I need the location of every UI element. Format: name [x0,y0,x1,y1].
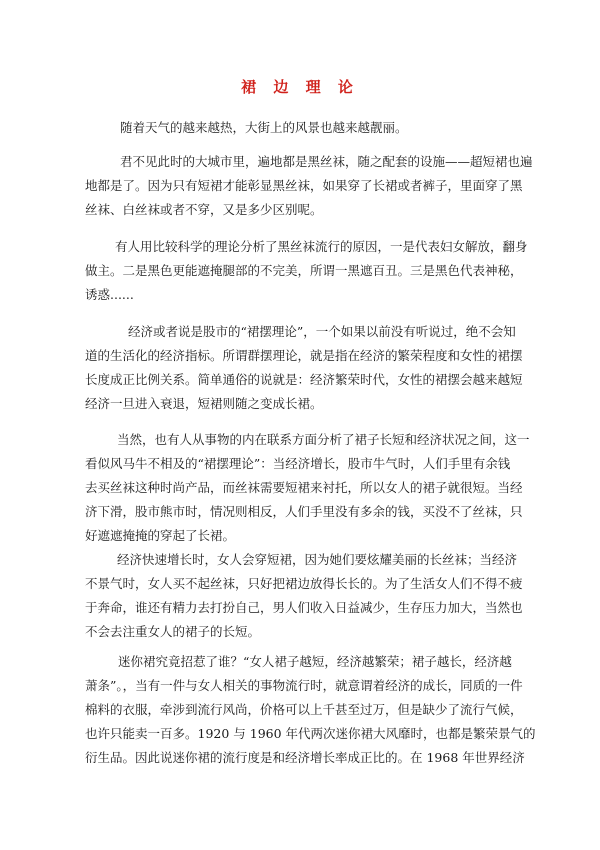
paragraph-6 [85,548,523,644]
paragraph-line: 君不见此时的大城市里，遍地都是黑丝袜，随之配套的设施——超短裙也遍 [120,154,533,169]
paragraph-line: 衍生品。因此说迷你裙的流行度是和经济增长率成正比的。在 1968 年世界经济 [85,750,525,765]
paragraph-line: 经济快速增长时，女人会穿短裙，因为她们要炫耀美丽的长丝袜；当经济 [117,552,518,567]
paragraph-line: 随着天气的越来越热，大街上的风景也越来越靓丽。 [120,120,408,135]
paragraph-line: 长度成正比例关系。简单通俗的说就是：经济繁荣时代，女性的裙摆会越来越短 [85,372,523,387]
paragraph-line: 不会去注重女人的裙子的长短。 [85,624,261,639]
paragraph-line: 经济或者说是股市的“裙摆理论”，一个如果以前没有听说过，绝不会知 [128,324,516,339]
paragraph-line: 经济一旦进入衰退，短裙则随之变成长裙。 [85,396,323,411]
paragraph-line: 有人用比较科学的理论分析了黑丝袜流行的原因，一是代表妇女解放，翻身 [115,239,528,254]
paragraph-line: 不景气时，女人买不起丝袜，只好把裙边放得长长的。为了生活女人们不得不疲 [85,576,523,591]
paragraph-5 [85,428,530,548]
paragraph-2 [85,150,533,222]
paragraph-line: 道的生活化的经济指标。所谓群摆理论，就是指在经济的繁荣程度和女性的裙摆 [85,348,523,363]
paragraph-3 [85,235,528,307]
paragraph-line: 好遮遮掩掩的穿起了长裙。 [85,528,236,543]
document-title: 裙 边 理 论 [241,78,359,96]
paragraph-line: 也许只能卖一百多。1920 与 1960 年代两次迷你裙大风靡时，也都是繁荣景气的 [85,726,536,741]
paragraph-line: 看似风马牛不相及的“裙摆理论”：当经济增长，股市牛气时，人们手里有余钱 [85,456,511,471]
paragraph-line: 地都是了。因为只有短裙才能彰显黑丝袜，如果穿了长裙或者裤子，里面穿了黑 [85,178,523,193]
paragraph-line: 诱惑...... [85,287,134,302]
paragraph-4 [85,320,523,416]
paragraph-line: 去买丝袜这种时尚产品，而丝袜需要短裙来衬托，所以女人的裙子就很短。当经 [85,480,523,495]
paragraph-line: 迷你裙究竟招惹了谁？“女人裙子越短，经济越繁荣；裙子越长，经济越 [118,654,512,669]
paragraph-line: 当然，也有人从事物的内在联系方面分析了裙子长短和经济状况之间，这一 [117,432,530,447]
paragraph-line: 做主。二是黑色更能遮掩腿部的不完美，所谓一黑遮百丑。三是黑色代表神秘， [85,263,523,278]
paragraph-7 [85,650,536,770]
paragraph-1 [120,116,548,140]
paragraph-line: 于奔命，谁还有精力去打扮自己，男人们收入日益减少，生存压力加大，当然也 [85,600,523,615]
paragraph-line: 丝袜、白丝袜或者不穿，又是多少区别呢。 [85,202,323,217]
paragraph-line: 济下滑，股市熊市时，情况则相反，人们手里没有多余的钱，买没不了丝袜，只 [85,504,523,519]
paragraph-line: 萧条”。，当有一件与女人相关的事物流行时，就意谓着经济的成长，同质的一件 [85,678,523,693]
paragraph-line: 棉料的衣服，牵涉到流行风尚，价格可以上千甚至过万，但是缺少了流行气候， [85,702,523,717]
